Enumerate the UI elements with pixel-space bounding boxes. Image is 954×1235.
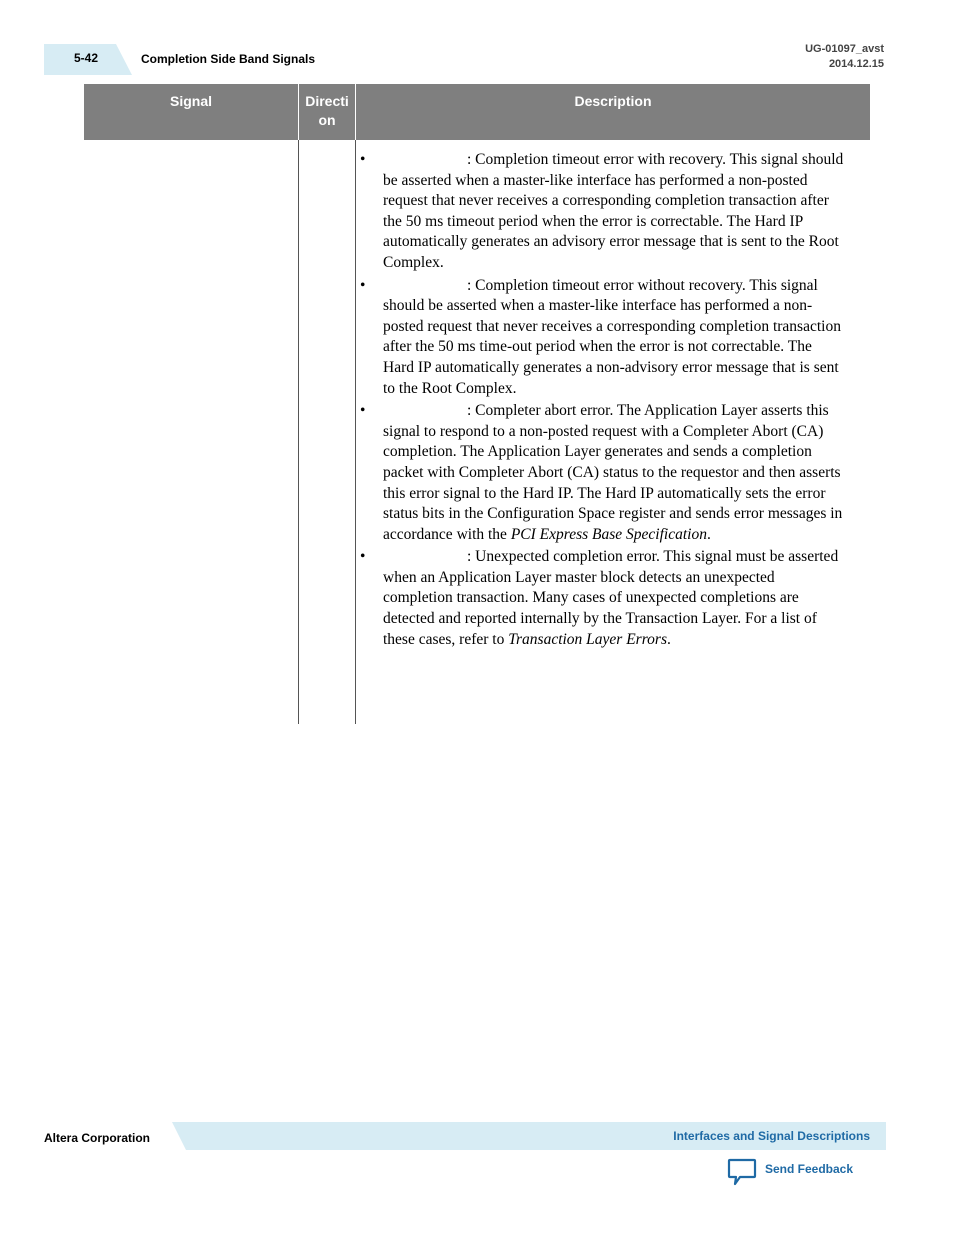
bullet: •: [360, 151, 366, 168]
column-divider: [298, 140, 299, 724]
list-item: • : Unexpected completion error. This signal must be asserted when an Application Layer master block detects an unexpected completion transaction. Many cases of unexpected completions are detected and reported internally by the Transaction Layer. For a list of these cases, refer to Transaction Layer Errors.: [360, 548, 839, 648]
list-item: [360, 150, 844, 274]
bullet: •: [360, 276, 366, 294]
speech-bubble-icon[interactable]: [727, 1158, 757, 1186]
description-text: : Completion timeout error with recovery. This signal should be asserted when a master-like interface has performed a non-posted request that never receives a corresponding completion transaction after the 50 ms timeout period when the error is correctable. The Hard IP automatically generates an advisory error message that is sent to the Root Complex.: [383, 151, 844, 271]
column-header-signal: Signal: [169, 93, 212, 109]
description-text: : Completer abort error. The Application Layer asserts this signal to respond to a non-posted request with a Completer Abort (CA) completion. The Application Layer generates and sends a completion packet with Completer Abort (CA) status to the requestor and then asserts this error signal to the Hard IP. The Hard IP automatically sets the error status bits in the Configuration Space register and sends error messages in accordance with the: [383, 402, 843, 543]
description-text: : Unexpected completion error. This signal must be asserted when an Application Layer master block detects an unexpected completion transaction. Many cases of unexpected completions are detected and reported internally by the Transaction Layer. For a list of these cases, refer to: [383, 548, 839, 648]
send-feedback-link[interactable]: Send Feedback: [765, 1162, 854, 1176]
footer-section-link[interactable]: Interfaces and Signal Descriptions: [673, 1129, 870, 1143]
document-id: UG-01097_avst: [805, 43, 884, 55]
bullet: •: [360, 548, 366, 566]
column-header-direction: Directi on: [305, 93, 349, 128]
company-name: Altera Corporation: [44, 1131, 151, 1145]
section-title: Completion Side Band Signals: [141, 52, 316, 66]
column-header-description: Description: [574, 93, 652, 109]
cross-reference-link[interactable]: Transaction Layer Errors: [508, 630, 667, 648]
column-divider: [355, 140, 356, 724]
document-date: 2014.12.15: [828, 58, 884, 70]
list-item: [360, 276, 844, 400]
table-header: [84, 84, 870, 140]
bullet: •: [360, 402, 366, 420]
description-list: [360, 150, 844, 652]
page-number: 5-42: [74, 51, 99, 65]
spec-reference: PCI Express Base Specification: [510, 525, 707, 543]
description-text: : Completion timeout error without recovery. This signal should be asserted when a master-like interface has performed a non-posted request that never receives a corresponding completion transaction after the 50 ms time-out period when the error is not correctable. The Hard IP automatically generates a non-advisory error message that is sent to the Root Complex.: [383, 276, 841, 397]
list-item: • : Completer abort error. The Application Layer asserts this signal to respond to a non-posted request with a Completer Abort (CA) completion. The Application Layer generates and sends a completion packet with Completer Abort (CA) status to the requestor and then asserts this error signal to the Hard IP. The Hard IP automatically sets the error status bits in the Configuration Space register and sends error messages in accordance with the PCI Express Base Specification.: [360, 402, 843, 543]
